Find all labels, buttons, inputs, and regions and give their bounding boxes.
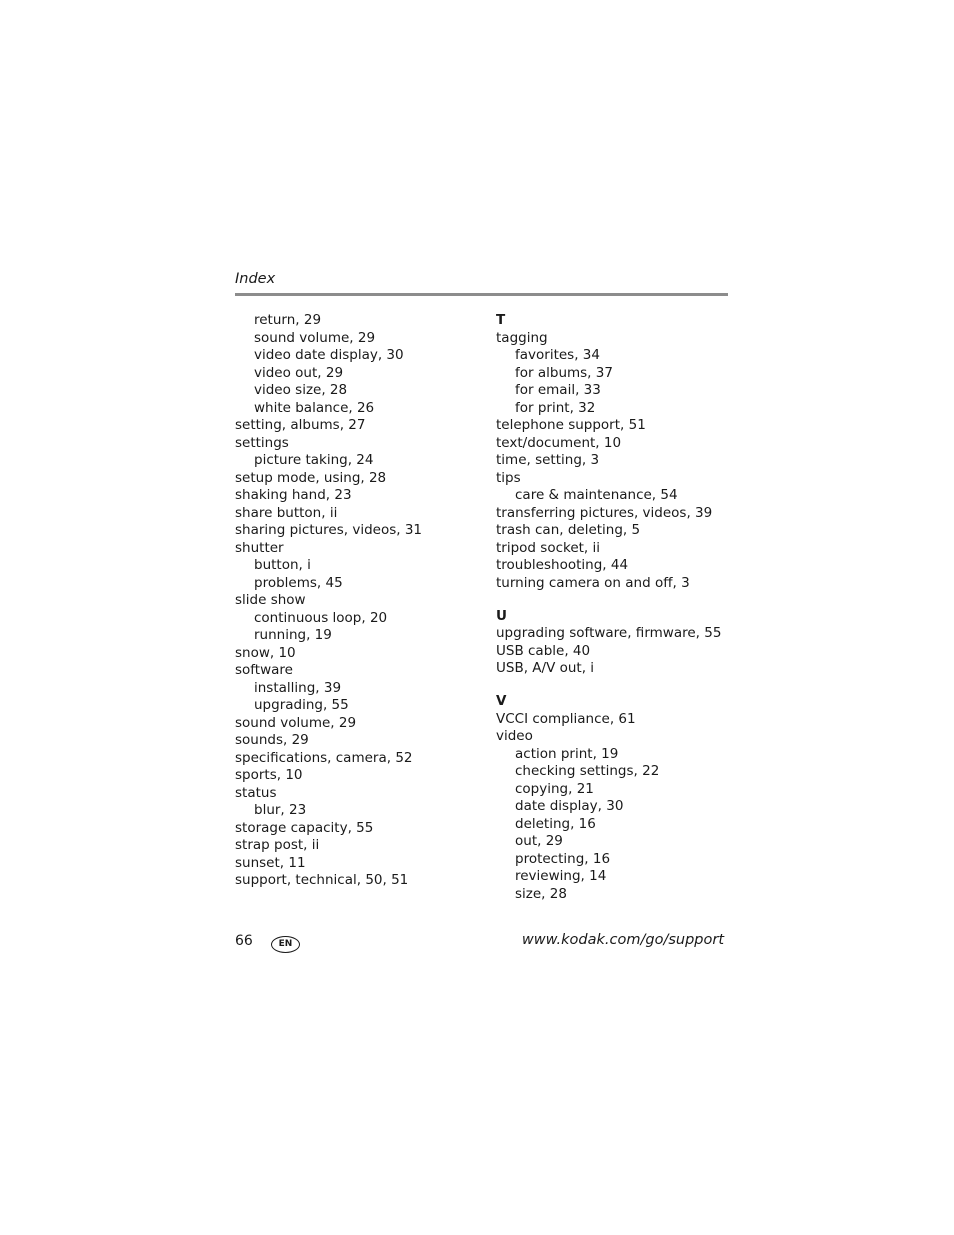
index-subentry: video size, 28	[254, 382, 348, 398]
index-entry: slide show	[235, 592, 306, 608]
running-header: Index	[235, 271, 276, 287]
index-subentry: for albums, 37	[515, 364, 613, 381]
index-entry: status	[235, 784, 277, 801]
index-entry: USB, A/V out, i	[496, 660, 595, 676]
index-subentry: video out, 29	[254, 364, 344, 381]
index-subentry: blur, 23	[254, 802, 307, 818]
index-entry: upgrading software, firmware, 55	[496, 625, 722, 641]
index-entry: text/document, 10	[496, 434, 622, 451]
index-subentry: protecting, 16	[515, 850, 611, 867]
index-subentry: for email, 33	[515, 382, 601, 398]
section-gap	[496, 592, 721, 608]
index-entry: troubleshooting, 44	[496, 557, 629, 573]
index-subentry: video date display, 30	[254, 347, 404, 363]
index-subentry: action print, 19	[515, 745, 619, 762]
index-entry: shutter	[235, 539, 284, 556]
index-entry: trash can, deleting, 5	[496, 522, 641, 538]
index-entry: software	[235, 662, 293, 678]
index-entry: VCCI compliance, 61	[496, 710, 636, 727]
index-entry: snow, 10	[235, 644, 296, 661]
index-entry: USB cable, 40	[496, 642, 591, 659]
index-entry: sports, 10	[235, 767, 303, 783]
index-subentry: deleting, 16	[515, 815, 596, 832]
index-entry: telephone support, 51	[496, 417, 646, 433]
support-url: www.kodak.com/go/support	[521, 932, 724, 948]
index-subentry: copying, 21	[515, 780, 594, 797]
language-badge: EN	[271, 936, 300, 953]
section-gap	[496, 678, 721, 694]
index-entry: turning camera on and off, 3	[496, 574, 690, 591]
header-rule	[235, 293, 728, 296]
index-subentry: continuous loop, 20	[254, 609, 388, 626]
index-subentry: white balance, 26	[254, 399, 375, 416]
index-entry: sounds, 29	[235, 732, 309, 748]
page-number: 66	[235, 933, 253, 949]
index-entry: time, setting, 3	[496, 452, 600, 468]
index-subentry: size, 28	[515, 885, 567, 902]
index-subentry: care & maintenance, 54	[515, 487, 678, 503]
index-entry: sunset, 11	[235, 854, 306, 871]
index-subentry: checking settings, 22	[515, 763, 660, 779]
index-subentry: reviewing, 14	[515, 868, 607, 884]
index-subentry: return, 29	[254, 312, 322, 328]
index-subentry: upgrading, 55	[254, 697, 349, 713]
index-subentry: out, 29	[515, 833, 563, 849]
index-subentry: sound volume, 29	[254, 329, 376, 346]
index-entry: sharing pictures, videos, 31	[235, 522, 423, 538]
index-entry: sound volume, 29	[235, 714, 357, 731]
index-entry: specifications, camera, 52	[235, 749, 413, 766]
index-entry: tripod socket, ii	[496, 539, 601, 556]
index-subentry: problems, 45	[254, 574, 343, 591]
index-subentry: for print, 32	[515, 399, 596, 416]
index-subentry: running, 19	[254, 627, 332, 643]
index-entry: support, technical, 50, 51	[235, 872, 409, 888]
index-column-left	[235, 312, 422, 890]
index-entry: video	[496, 728, 533, 744]
index-entry: setting, albums, 27	[235, 417, 366, 433]
index-entry: strap post, ii	[235, 837, 320, 853]
index-entry: tagging	[496, 329, 548, 346]
index-subentry: installing, 39	[254, 679, 342, 696]
index-entry: settings	[235, 434, 289, 451]
index-entry: setup mode, using, 28	[235, 469, 387, 486]
index-entry: shaking hand, 23	[235, 487, 352, 503]
index-subentry: date display, 30	[515, 798, 624, 814]
index-column-right	[496, 312, 721, 903]
index-letter-heading: U	[496, 607, 507, 624]
index-letter-heading: V	[496, 693, 507, 709]
index-entry: tips	[496, 469, 521, 486]
index-entry: share button, ii	[235, 504, 338, 521]
index-entry: transferring pictures, videos, 39	[496, 504, 713, 521]
index-letter-heading: T	[496, 312, 506, 328]
index-entry: storage capacity, 55	[235, 819, 374, 836]
index-subentry: favorites, 34	[515, 347, 600, 363]
index-subentry: button, i	[254, 557, 311, 573]
index-subentry: picture taking, 24	[254, 452, 374, 468]
